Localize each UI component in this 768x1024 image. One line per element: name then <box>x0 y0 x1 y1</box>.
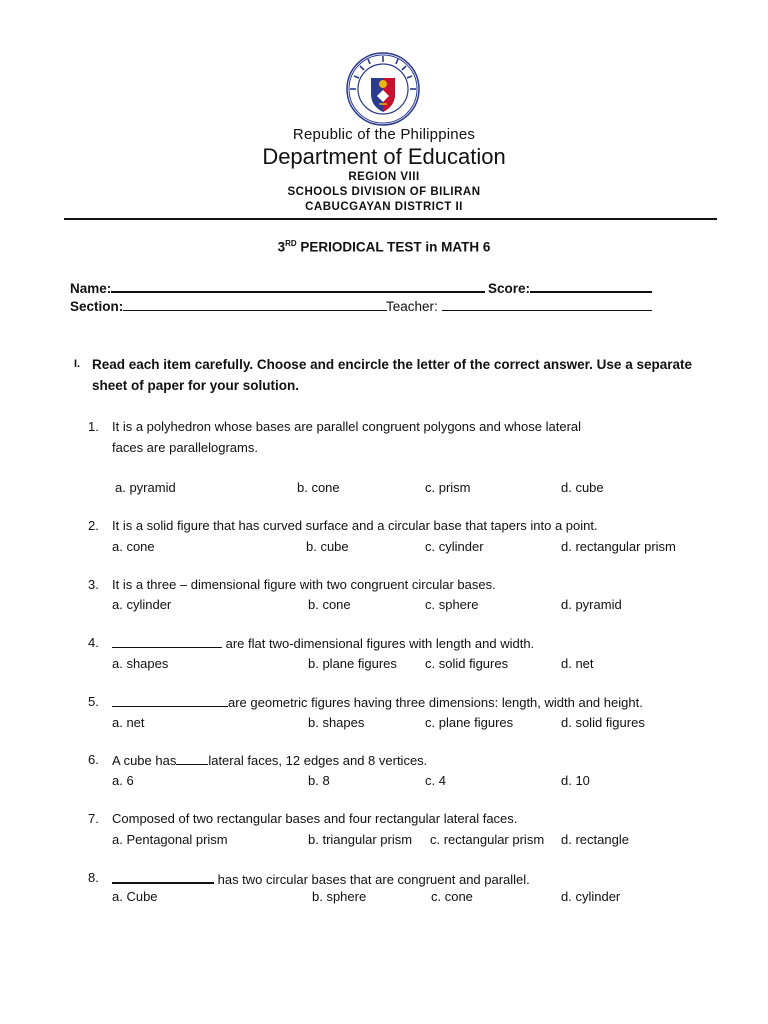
question-number: 6. <box>88 752 99 767</box>
answer-blank[interactable] <box>112 870 214 884</box>
option-c[interactable]: c. prism <box>425 480 471 495</box>
question-number: 5. <box>88 694 99 709</box>
section-field[interactable] <box>70 296 387 314</box>
option-c[interactable]: c. cylinder <box>425 539 484 554</box>
option-b[interactable]: b. cone <box>308 597 351 612</box>
question-text-body: are geometric figures having three dimensions: length, width and height. <box>228 695 643 710</box>
answer-blank[interactable] <box>112 635 222 648</box>
question-number: 4. <box>88 635 99 650</box>
option-b[interactable]: b. 8 <box>308 773 330 788</box>
option-b[interactable]: b. plane figures <box>308 656 397 671</box>
option-c[interactable]: c. sphere <box>425 597 479 612</box>
name-label: Name: <box>70 281 112 296</box>
question-text: It is a solid figure that has curved surface and a circular base that tapers into a point. <box>112 518 598 533</box>
option-c[interactable]: c. solid figures <box>425 656 509 671</box>
question-text-body: has two circular bases that are congruent and parallel. <box>214 872 530 887</box>
option-d[interactable]: d. cylinder <box>561 889 621 904</box>
question-text: It is a polyhedron whose bases are parallel congruent polygons and whose lateral <box>112 419 582 434</box>
question-text-body: are flat two-dimensional figures with length and width. <box>222 636 535 651</box>
option-a[interactable]: a. net <box>112 715 145 730</box>
question-number: 8. <box>88 870 99 885</box>
option-b[interactable]: b. cone <box>297 480 340 495</box>
option-c[interactable]: c. plane figures <box>425 715 514 730</box>
option-d[interactable]: d. rectangle <box>561 832 629 847</box>
option-a[interactable]: a. Pentagonal prism <box>112 832 228 847</box>
question-text <box>112 635 534 651</box>
answer-blank[interactable] <box>112 694 228 707</box>
score-label: Score: <box>488 281 531 296</box>
instructions-text: Read each item carefully. Choose and encircle the letter of the correct answer. Use a separate sheet of paper for your solution. <box>92 357 692 393</box>
question-text: It is a three – dimensional figure with two congruent circular bases. <box>112 577 496 592</box>
option-d[interactable]: d. net <box>561 656 594 671</box>
district-heading: CABUCGAYAN DISTRICT II <box>305 201 463 213</box>
option-a[interactable]: a. 6 <box>112 773 134 788</box>
question-number: 1. <box>88 419 99 434</box>
name-blank[interactable] <box>111 277 485 293</box>
question-text-pre: A cube has <box>112 753 177 768</box>
option-d[interactable]: d. cube <box>561 480 604 495</box>
option-d[interactable]: d. solid figures <box>561 715 645 730</box>
option-a[interactable]: a. shapes <box>112 656 169 671</box>
republic-heading: Republic of the Philippines <box>292 126 476 143</box>
option-c[interactable]: c. 4 <box>425 773 446 788</box>
question-number: 3. <box>88 577 99 592</box>
name-field[interactable] <box>70 277 485 296</box>
question-number: 2. <box>88 518 99 533</box>
question-text <box>112 752 427 768</box>
teacher-label: Teacher: <box>386 299 438 314</box>
option-b[interactable]: b. sphere <box>312 889 367 904</box>
option-b[interactable]: b. triangular prism <box>308 832 413 847</box>
option-a[interactable]: a. Cube <box>112 889 158 904</box>
option-a[interactable]: a. cylinder <box>112 597 172 612</box>
teacher-blank[interactable] <box>442 296 652 311</box>
answer-blank[interactable] <box>176 752 208 765</box>
section-label: Section: <box>70 299 124 314</box>
option-a[interactable]: a. pyramid <box>115 480 176 495</box>
option-b[interactable]: b. cube <box>306 539 349 554</box>
deped-seal-logo <box>346 52 420 126</box>
question-number: 7. <box>88 811 99 826</box>
question-text <box>112 694 643 710</box>
instructions-number: I. <box>74 358 81 370</box>
division-heading: SCHOOLS DIVISION OF BILIRAN <box>287 186 481 198</box>
question-text <box>112 870 530 887</box>
score-field[interactable] <box>488 277 652 296</box>
option-d[interactable]: d. pyramid <box>561 597 622 612</box>
question-text: Composed of two rectangular bases and four rectangular lateral faces. <box>112 811 518 826</box>
option-d[interactable]: d. 10 <box>561 773 590 788</box>
header-divider <box>64 218 717 220</box>
question-text-body: lateral faces, 12 edges and 8 vertices. <box>208 753 428 768</box>
option-a[interactable]: a. cone <box>112 539 155 554</box>
question-text-line2: faces are parallelograms. <box>112 440 258 455</box>
department-heading: Department of Education <box>262 144 506 169</box>
option-b[interactable]: b. shapes <box>308 715 365 730</box>
test-title: 3RD PERIODICAL TEST in MATH 6 <box>277 239 491 255</box>
section-blank[interactable] <box>123 296 387 311</box>
option-c[interactable]: c. rectangular prism <box>430 832 545 847</box>
option-d[interactable]: d. rectangular prism <box>561 539 676 554</box>
option-c[interactable]: c. cone <box>431 889 473 904</box>
score-blank[interactable] <box>530 277 652 293</box>
teacher-field[interactable] <box>386 296 652 314</box>
region-heading: REGION VIII <box>348 171 420 183</box>
